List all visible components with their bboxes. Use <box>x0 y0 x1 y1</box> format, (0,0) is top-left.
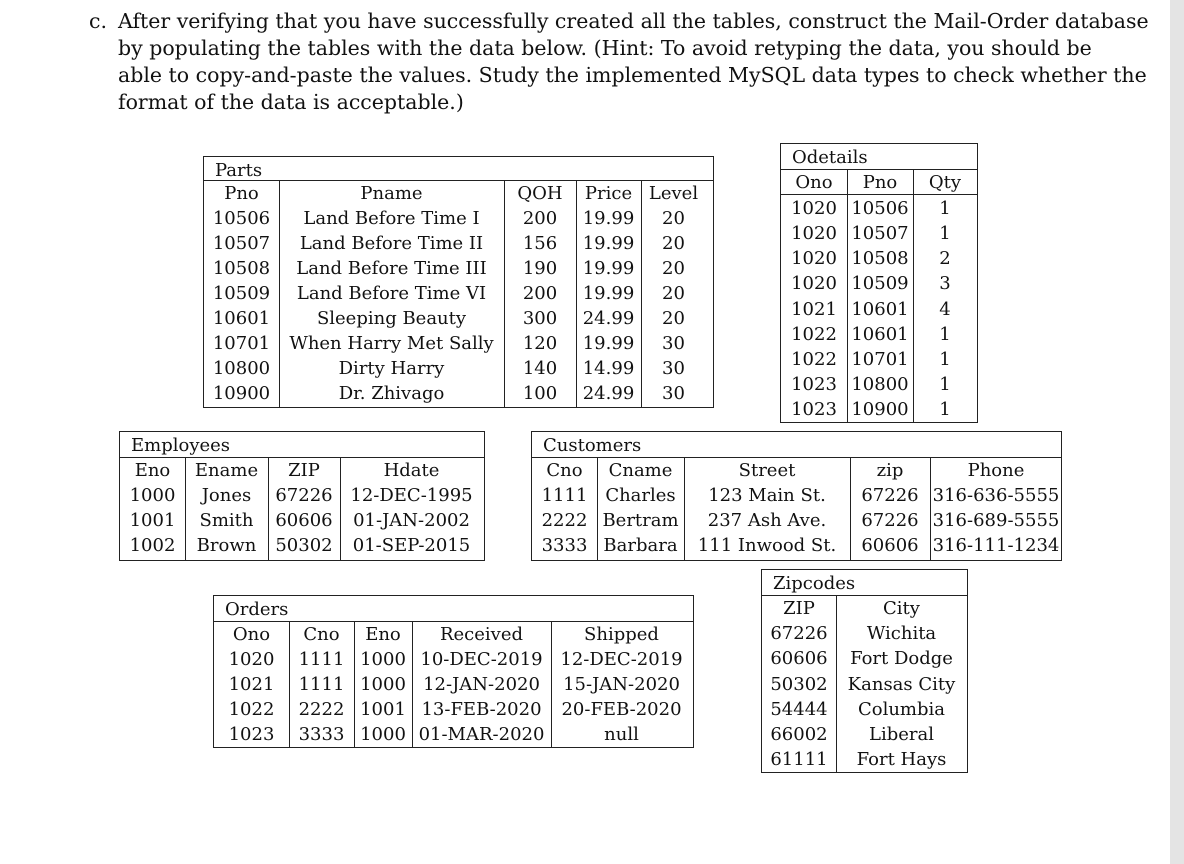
employees-table-cell: Smith <box>199 510 254 531</box>
parts-table-cell: Land Before Time VI <box>296 283 487 304</box>
parts-caption: Parts <box>215 160 263 181</box>
orders-table-cell: 01-MAR-2020 <box>418 724 545 745</box>
parts-table-cell: Land Before Time III <box>296 258 487 279</box>
customers-table-cell: Charles <box>605 485 676 506</box>
customers-column-header: Cno <box>546 460 583 481</box>
customers-table-cell: 3333 <box>541 535 588 556</box>
parts-table-cell: 19.99 <box>582 333 635 354</box>
parts-table-cell: 10601 <box>212 308 271 329</box>
odetails-table-cell: 1021 <box>791 298 837 320</box>
odetails-table-cell: 1020 <box>791 198 837 220</box>
parts-table-cell: 100 <box>522 383 558 404</box>
parts-table-cell: Sleeping Beauty <box>316 308 467 329</box>
employees-column-header: Eno <box>134 460 171 481</box>
zipcodes-table-cell: Kansas City <box>847 673 956 695</box>
orders-table-cell: 3333 <box>298 724 345 745</box>
orders-table-cell: 13-FEB-2020 <box>421 699 542 720</box>
employees-table <box>119 431 485 561</box>
orders-table-cell: 15-JAN-2020 <box>563 674 680 695</box>
employees-table-cell: 50302 <box>275 535 333 556</box>
odetails-table-cell: 1023 <box>791 373 837 395</box>
customers-table-cell: 2222 <box>541 510 588 531</box>
odetails-table-cell: 10601 <box>851 323 909 345</box>
orders-table-cell: 1000 <box>360 724 406 745</box>
employees-table-cell: 1002 <box>129 535 176 556</box>
orders-table-cell: 1000 <box>360 674 406 695</box>
parts-table-cell: 10900 <box>212 383 271 404</box>
employees-table-cell: 60606 <box>275 510 333 531</box>
employees-table-cell: 01-JAN-2002 <box>353 510 470 531</box>
odetails-table-cell: 1022 <box>791 323 837 345</box>
odetails-table-cell: 1020 <box>791 248 837 270</box>
odetails-table-cell: 1 <box>939 373 951 395</box>
customers-table-cell: 237 Ash Ave. <box>707 510 827 531</box>
orders-column-header: Received <box>439 624 524 645</box>
parts-table-cell: 190 <box>522 258 558 279</box>
zipcodes-column-header: City <box>883 598 920 619</box>
employees-table-cell: 1000 <box>129 485 176 506</box>
orders-table-cell: 1000 <box>360 649 406 670</box>
zipcodes-table-cell: Columbia <box>857 698 946 720</box>
employees-caption: Employees <box>131 435 231 456</box>
orders-table-cell: 1001 <box>360 699 406 720</box>
odetails-table-cell: 1022 <box>791 348 837 370</box>
zipcodes-caption: Zipcodes <box>773 573 856 594</box>
odetails-table-cell: 10701 <box>851 348 909 370</box>
odetails-column-header: Pno <box>862 172 898 193</box>
employees-table-cell: 1001 <box>129 510 176 531</box>
customers-table <box>531 431 1062 561</box>
parts-table-cell: Dr. Zhivago <box>338 383 445 404</box>
employees-table-cell: 01-SEP-2015 <box>352 535 471 556</box>
odetails-table-cell: 10601 <box>851 298 909 320</box>
zipcodes-table-cell: Fort Hays <box>856 749 947 771</box>
parts-table-cell: 10509 <box>212 283 271 304</box>
parts-table-cell: 20 <box>662 308 685 329</box>
zipcodes-table-cell: Liberal <box>869 724 934 745</box>
paragraph-line-3: able to copy-and-paste the values. Study the implemented MySQL data types to check whether the <box>118 63 1147 87</box>
parts-column-header: Price <box>584 183 633 204</box>
orders-column-header: Ono <box>232 624 271 645</box>
odetails-table-cell: 10900 <box>851 398 909 420</box>
customers-table-cell: Bertram <box>602 510 679 531</box>
customers-table-cell: 123 Main St. <box>708 485 826 506</box>
customers-column-header: Street <box>738 460 796 481</box>
orders-table-cell: 10-DEC-2019 <box>420 649 543 670</box>
parts-table-cell: 24.99 <box>582 308 635 329</box>
customers-table-cell: 111 Inwood St. <box>697 535 837 556</box>
orders-table-cell: 1111 <box>298 674 345 695</box>
odetails-table-cell: 1023 <box>791 398 837 420</box>
employees-table-cell: Jones <box>201 485 252 506</box>
zipcodes-table-cell: Wichita <box>866 623 937 645</box>
odetails-table-cell: 1 <box>939 223 951 245</box>
odetails-table-cell: 1020 <box>791 223 837 245</box>
customers-table-cell: 316-636-5555 <box>932 485 1060 506</box>
parts-column-header: QOH <box>517 183 563 204</box>
parts-column-header: Level <box>648 183 699 204</box>
customers-table-cell: 60606 <box>861 535 919 556</box>
odetails-caption: Odetails <box>792 147 868 168</box>
parts-table-cell: 19.99 <box>582 208 635 229</box>
orders-table-cell: 20-FEB-2020 <box>561 699 682 720</box>
odetails-table-cell: 1 <box>939 198 951 220</box>
employees-column-header: ZIP <box>288 460 320 481</box>
parts-column-header: Pname <box>360 183 423 204</box>
customers-table-cell: 316-111-1234 <box>932 535 1060 556</box>
parts-table-cell: 20 <box>662 258 685 279</box>
parts-table-cell: 10701 <box>212 333 271 354</box>
orders-table <box>213 595 694 748</box>
parts-table-cell: 20 <box>662 233 685 254</box>
orders-table-cell: 1111 <box>298 649 345 670</box>
orders-table-cell: 1021 <box>228 674 275 695</box>
odetails-table <box>780 143 978 423</box>
zipcodes-table-cell: 67226 <box>770 623 828 645</box>
parts-table-cell: Dirty Harry <box>338 358 445 379</box>
parts-table-cell: 10506 <box>212 208 271 229</box>
parts-table-cell: 20 <box>662 283 685 304</box>
parts-table-cell: Land Before Time I <box>303 208 480 229</box>
orders-table-cell: null <box>604 724 639 745</box>
parts-table-cell: 19.99 <box>582 258 635 279</box>
odetails-table-cell: 1 <box>939 348 951 370</box>
parts-column-header: Pno <box>224 183 259 204</box>
employees-table-cell: 67226 <box>275 485 333 506</box>
customers-table-cell: 67226 <box>861 510 919 531</box>
zipcodes-table-cell: 66002 <box>770 724 828 745</box>
parts-table-cell: 19.99 <box>582 283 635 304</box>
orders-table-cell: 12-DEC-2019 <box>560 649 683 670</box>
zipcodes-table-cell: 61111 <box>770 749 828 771</box>
odetails-column-header: Qty <box>928 172 962 193</box>
parts-table-cell: 10507 <box>212 233 271 254</box>
parts-table-cell: 200 <box>522 283 558 304</box>
orders-table-cell: 12-JAN-2020 <box>423 674 540 695</box>
employees-table-cell: Brown <box>196 535 257 556</box>
employees-column-header: Hdate <box>383 460 440 481</box>
orders-table-cell: 1023 <box>228 724 275 745</box>
scrollbar-gutter <box>1170 0 1184 864</box>
zipcodes-table-cell: 54444 <box>770 698 828 720</box>
parts-table <box>203 156 714 408</box>
customers-table-cell: Barbara <box>603 535 678 556</box>
parts-table-cell: 140 <box>522 358 558 379</box>
odetails-table-cell: 10509 <box>851 273 909 295</box>
odetails-table-cell: 10800 <box>851 373 909 395</box>
parts-table-cell: 120 <box>522 333 558 354</box>
parts-table-cell: 19.99 <box>582 233 635 254</box>
item-marker: c. <box>89 9 107 33</box>
parts-table-cell: 10508 <box>212 258 271 279</box>
customers-column-header: Phone <box>967 460 1025 481</box>
odetails-table-cell: 3 <box>939 273 951 295</box>
orders-table-cell: 1022 <box>228 699 275 720</box>
orders-column-header: Eno <box>365 624 401 645</box>
customers-table-cell: 1111 <box>541 485 588 506</box>
paragraph-line-1: After verifying that you have successfully created all the tables, construct the Mail-Order database <box>118 9 1149 33</box>
customers-column-header: zip <box>876 460 904 481</box>
customers-table-cell: 316-689-5555 <box>932 510 1060 531</box>
parts-table-cell: 10800 <box>212 358 271 379</box>
orders-table-cell: 2222 <box>298 699 345 720</box>
zipcodes-column-header: ZIP <box>783 598 815 619</box>
parts-table-cell: 24.99 <box>582 383 635 404</box>
paragraph-line-2: by populating the tables with the data below. (Hint: To avoid retyping the data, you should be <box>118 36 1092 60</box>
odetails-table-cell: 10508 <box>851 248 909 270</box>
employees-column-header: Ename <box>194 460 259 481</box>
parts-table-cell: 20 <box>662 208 685 229</box>
customers-caption: Customers <box>543 435 642 456</box>
parts-table-cell: 300 <box>522 308 558 329</box>
zipcodes-table-cell: 50302 <box>770 673 828 695</box>
customers-column-header: Cname <box>608 460 673 481</box>
odetails-table-cell: 10507 <box>851 223 909 245</box>
employees-table-cell: 12-DEC-1995 <box>350 485 473 506</box>
parts-table-cell: 14.99 <box>582 358 635 379</box>
orders-column-header: Cno <box>303 624 340 645</box>
zipcodes-table <box>761 569 968 773</box>
odetails-table-cell: 10506 <box>851 198 909 220</box>
parts-table-cell: 30 <box>662 333 685 354</box>
parts-table-cell: Land Before Time II <box>299 233 484 254</box>
odetails-table-cell: 4 <box>939 298 951 320</box>
parts-table-cell: When Harry Met Sally <box>289 333 494 354</box>
orders-table-cell: 1020 <box>228 649 275 670</box>
parts-table-cell: 30 <box>662 383 685 404</box>
parts-table-cell: 30 <box>662 358 685 379</box>
zipcodes-table-cell: 60606 <box>770 648 828 670</box>
zipcodes-table-cell: Fort Dodge <box>850 648 953 670</box>
parts-table-cell: 156 <box>522 233 558 254</box>
orders-column-header: Shipped <box>584 624 659 645</box>
paragraph-line-4: format of the data is acceptable.) <box>118 90 464 114</box>
odetails-table-cell: 1020 <box>791 273 837 295</box>
parts-table-cell: 200 <box>522 208 558 229</box>
odetails-table-cell: 1 <box>939 323 951 345</box>
odetails-table-cell: 1 <box>939 398 951 420</box>
orders-caption: Orders <box>225 599 289 620</box>
odetails-column-header: Ono <box>795 172 833 193</box>
odetails-table-cell: 2 <box>939 248 951 270</box>
customers-table-cell: 67226 <box>861 485 919 506</box>
